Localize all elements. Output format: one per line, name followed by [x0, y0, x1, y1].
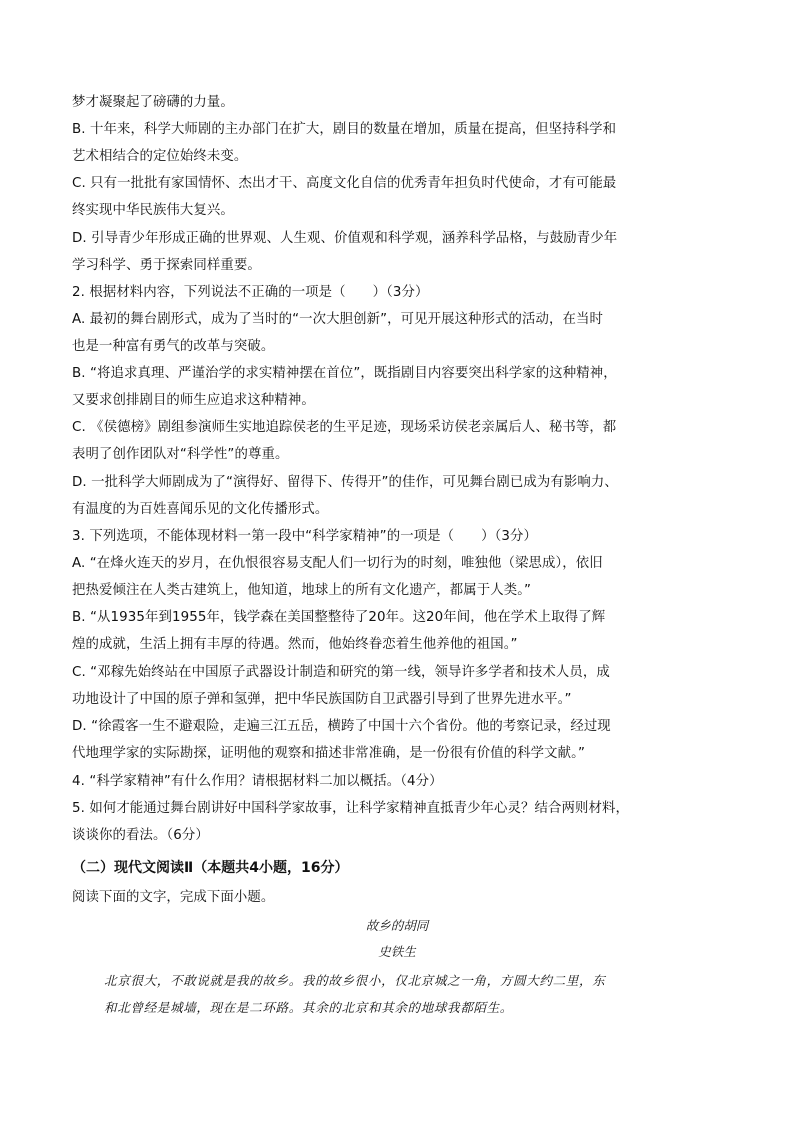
text-line: 有温度的为百姓喜闻乐见的文化传播形式。 — [72, 502, 329, 517]
text-line: A. “在烽火连天的岁月，在仇恨很容易支配人们一切行为的时刻，唯独他（梁思成），依旧 — [72, 556, 603, 571]
text-line: B. “从1935年到1955年，钱学森在美国整整待了20年。这20年间，他在学术上取得了辉 — [72, 610, 606, 625]
text-line: A. 最初的舞台剧形式，成为了当时的“一次大胆创新”，可见开展这种形式的活动，在当时 — [72, 312, 603, 327]
text-line: 4. “科学家精神”有什么作用？请根据材料二加以概括。（4分） — [72, 774, 443, 789]
article-paragraph-line: 北京很大，不敢说就是我的故乡。我的故乡很小，仅北京城之一角，方圆大约二里，东 — [104, 973, 606, 988]
text-line: 把热爱倾注在人类古建筑上，他知道，地球上的所有文化遗产，都属于人类。” — [72, 583, 532, 598]
text-line: C. 只有一批批有家国情怀、杰出才干、高度文化自信的优秀青年担负时代使命，才有可能最 — [72, 176, 617, 191]
text-line: 表明了创作团队对“科学性”的尊重。 — [72, 447, 289, 462]
text-line: 终实现中华民族伟大复兴。 — [72, 203, 234, 218]
text-line: 艺术相结合的定位始终未变。 — [72, 149, 248, 164]
text-line: 代地理学家的实际勘探，证明他的观察和描述非常准确，是一份很有价值的科学文献。” — [72, 746, 585, 761]
text-line: D. “徐霞客一生不避艰险，走遍三江五岳，横跨了中国十六个省份。他的考察记录，经过现 — [72, 719, 611, 734]
text-line: B. “将追求真理、严谨治学的求实精神摆在首位”，既指剧目内容要突出科学家的这种精神， — [72, 366, 617, 381]
text-line: 又要求创排剧目的师生应追求这种精神。 — [72, 393, 315, 408]
article-paragraph-line: 和北曾经是城墙，现在是二环路。其余的北京和其余的地球我都陌生。 — [104, 1000, 514, 1015]
text-line: B. 十年来，科学大师剧的主办部门在扩大，剧目的数量在增加，质量在提高，但坚持科学和 — [72, 122, 617, 137]
text-line: 梦才凝聚起了磅礴的力量。 — [72, 95, 234, 110]
text-line: C. 《侯德榜》剧组参演师生实地追踪侯老的生平足迹，现场采访侯老亲属后人、秘书等，都 — [72, 420, 617, 435]
article-author: 史铁生 — [378, 944, 416, 959]
instruction-text: 阅读下面的文字，完成下面小题。 — [72, 890, 275, 905]
article-title: 故乡的胡同 — [365, 918, 429, 933]
text-line: D. 引导青少年形成正确的世界观、人生观、价值观和科学观，涵养科学品格，与鼓励青少年 — [72, 231, 618, 246]
text-line: 学习科学、勇于探索同样重要。 — [72, 258, 261, 273]
text-line: 煌的成就，生活上拥有丰厚的待遇。然而，他始终眷恋着生他养他的祖国。” — [72, 637, 518, 652]
text-line: 谈谈你的看法。（6分） — [72, 828, 209, 843]
text-line: 5. 如何才能通过舞台剧讲好中国科学家故事，让科学家精神直抵青少年心灵？结合两则材料， — [72, 801, 629, 816]
section-heading: （二）现代文阅读Ⅱ（本题共4小题，16分） — [72, 860, 349, 876]
text-line: 也是一种富有勇气的改革与突破。 — [72, 339, 275, 354]
text-line: C. “邓稼先始终站在中国原子武器设计制造和研究的第一线，领导许多学者和技术人员，成 — [72, 665, 610, 680]
text-line: 2. 根据材料内容，下列说法不正确的一项是（ ）（3分） — [72, 285, 429, 300]
text-line: D. 一批科学大师剧成为了“演得好、留得下、传得开”的佳作，可见舞台剧已成为有影响力、 — [72, 475, 618, 490]
text-line: 3. 下列选项，不能体现材料一第一段中“科学家精神”的一项是（ ）（3分） — [72, 529, 538, 544]
text-line: 功地设计了中国的原子弹和氢弹，把中华民族国防自卫武器引导到了世界先进水平。” — [72, 692, 572, 707]
